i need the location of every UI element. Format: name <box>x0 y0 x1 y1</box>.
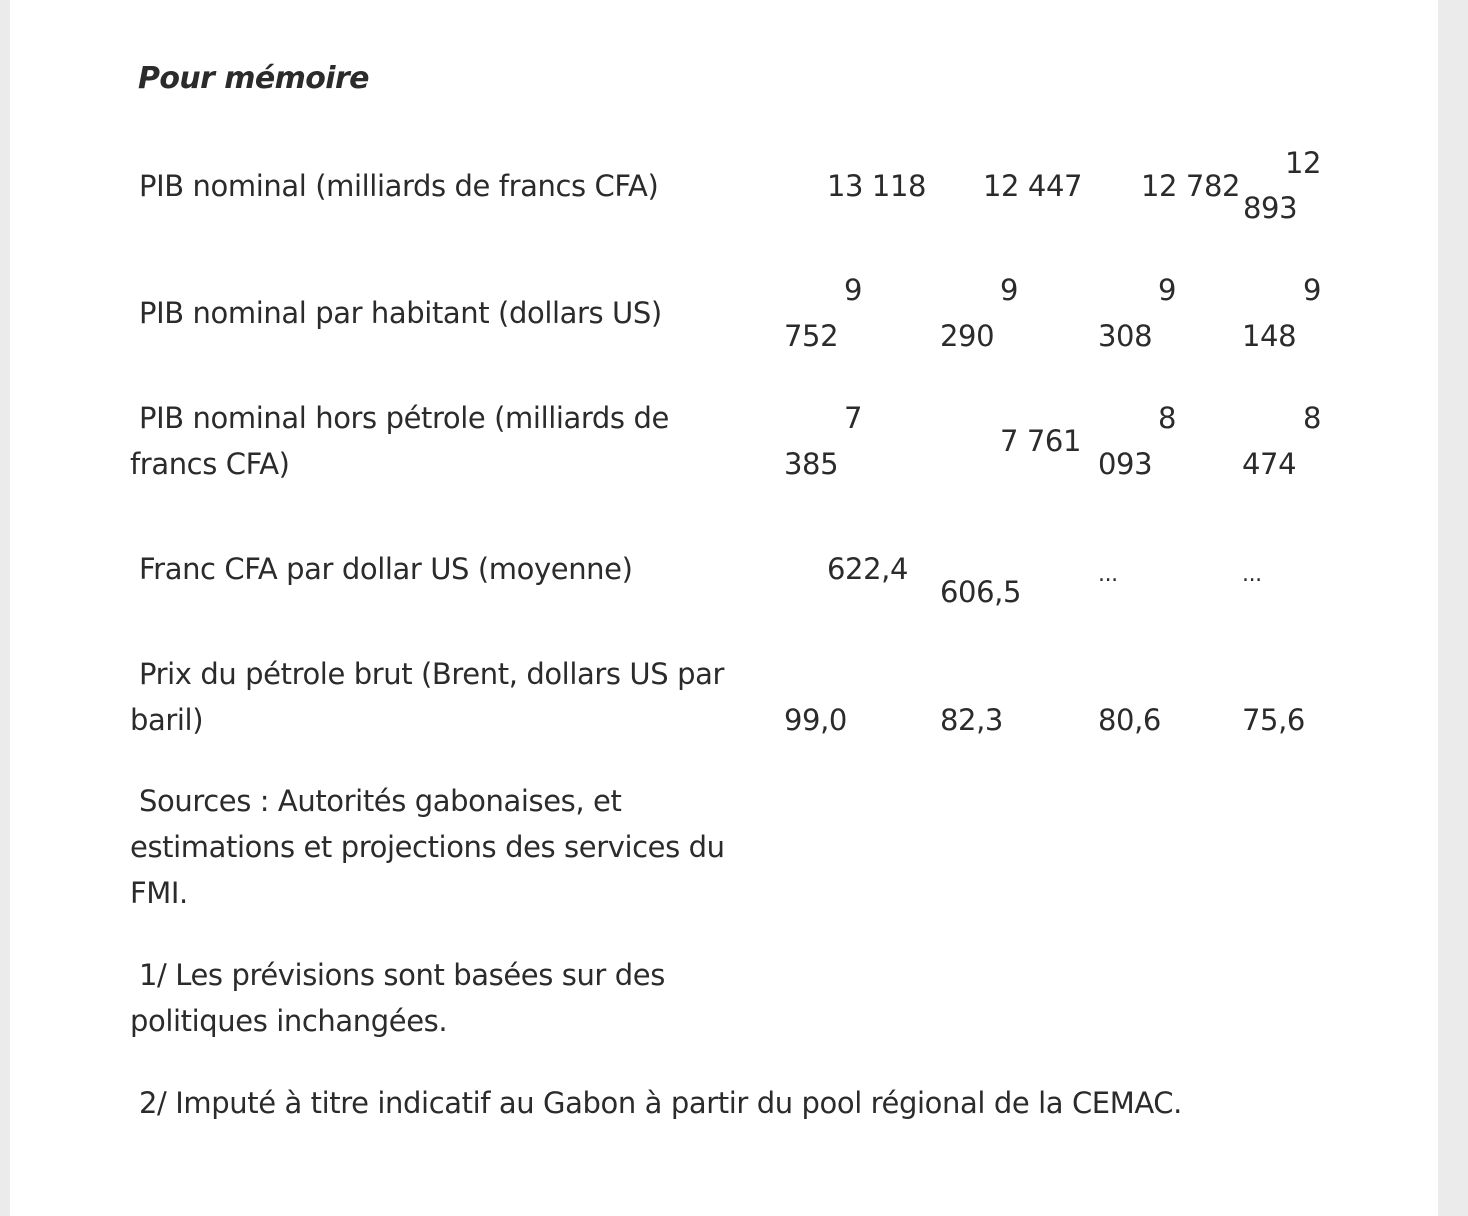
section-title: Pour mémoire <box>138 61 369 96</box>
value-cell: 9 <box>1000 273 1019 307</box>
value-cell: 622,4 <box>827 552 909 586</box>
value-cell: 8 <box>1158 401 1177 435</box>
note-line: 1/ Les prévisions sont basées sur des <box>139 958 665 992</box>
value-cell: 99,0 <box>784 703 847 737</box>
row-label-line: PIB nominal hors pétrole (milliards de <box>139 401 669 435</box>
value-cell: 12 782 <box>1141 169 1241 203</box>
note-line: Sources : Autorités gabonaises, et <box>139 784 622 818</box>
value-cell: 308 <box>1098 319 1153 353</box>
value-cell: 8 <box>1303 401 1322 435</box>
note-line: 2/ Imputé à titre indicatif au Gabon à partir du pool régional de la CEMAC. <box>139 1086 1182 1120</box>
value-cell: 385 <box>784 447 839 481</box>
value-cell: 9 <box>1303 273 1322 307</box>
footnote-2 <box>130 1080 1330 1126</box>
value-cell: 752 <box>784 319 839 353</box>
note-line: estimations et projections des services du <box>130 830 725 864</box>
value-cell: 12 447 <box>983 169 1083 203</box>
value-cell: 13 118 <box>827 169 927 203</box>
value-cell: 9 <box>844 273 863 307</box>
value-cell: 093 <box>1098 447 1153 481</box>
row-label-line: baril) <box>130 703 204 737</box>
value-cell: 7 761 <box>1000 424 1082 458</box>
value-cell: 148 <box>1242 319 1297 353</box>
sources-note <box>130 778 770 916</box>
value-cell: ... <box>1242 562 1262 587</box>
value-cell: 12 <box>1285 146 1322 180</box>
row-label-prix-petrole <box>130 651 770 743</box>
note-line: politiques inchangées. <box>130 1004 448 1038</box>
row-label-pib-hors-petrole <box>130 395 770 487</box>
value-cell: 474 <box>1242 447 1297 481</box>
row-label-line: PIB nominal (milliards de francs CFA) <box>139 169 659 203</box>
value-cell: 82,3 <box>940 703 1003 737</box>
value-cell: 606,5 <box>940 575 1022 609</box>
row-label-line: Franc CFA par dollar US (moyenne) <box>139 552 633 586</box>
note-line: FMI. <box>130 876 188 910</box>
document-page <box>10 0 1438 1216</box>
row-label-line: Prix du pétrole brut (Brent, dollars US par <box>139 657 724 691</box>
row-label-pib-nominal <box>130 163 770 209</box>
value-cell: 7 <box>844 401 863 435</box>
value-cell: 80,6 <box>1098 703 1161 737</box>
row-label-line: PIB nominal par habitant (dollars US) <box>139 296 662 330</box>
value-cell: 75,6 <box>1242 703 1305 737</box>
value-cell: ... <box>1098 562 1118 587</box>
row-label-line: francs CFA) <box>130 447 290 481</box>
row-label-franc-cfa <box>130 546 770 592</box>
value-cell: 290 <box>940 319 995 353</box>
value-cell: 9 <box>1158 273 1177 307</box>
row-label-pib-par-habitant <box>130 290 770 336</box>
footnote-1 <box>130 952 770 1044</box>
value-cell: 893 <box>1243 191 1298 225</box>
